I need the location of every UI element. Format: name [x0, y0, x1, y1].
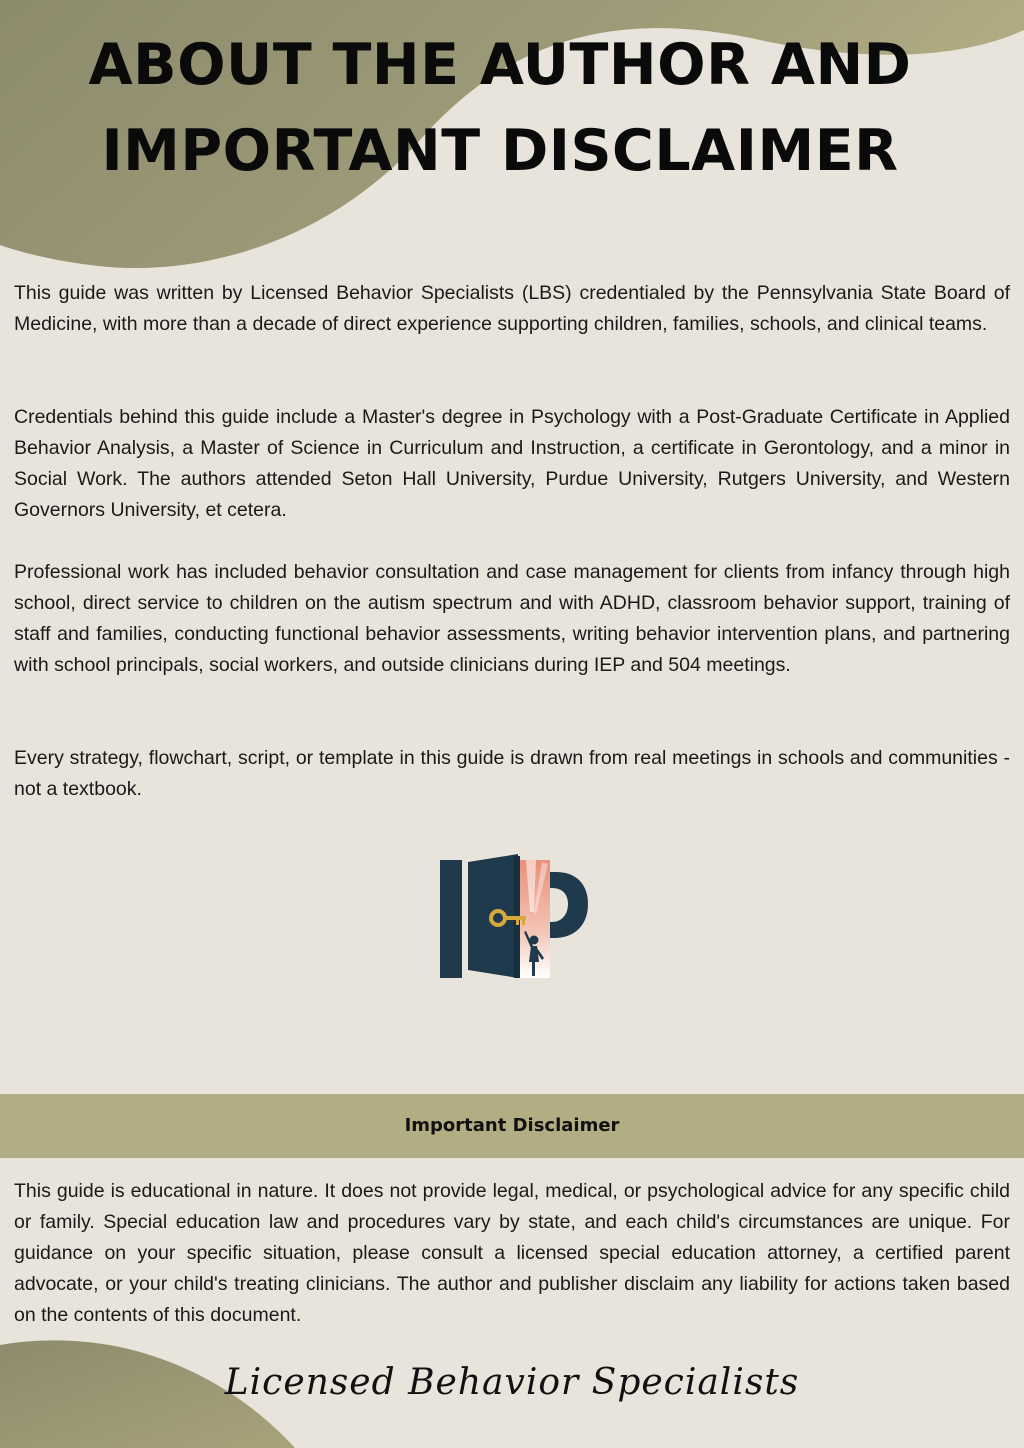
disclaimer-heading: Important Disclaimer: [404, 1115, 620, 1136]
about-paragraph-4: Every strategy, flowchart, script, or template in this guide is drawn from real meetings in schools and communities - not a textbook.: [14, 747, 1010, 800]
signature: Licensed Behavior Specialists: [224, 1362, 800, 1403]
title-line-1: ABOUT THE AUTHOR AND: [88, 32, 912, 98]
iep-door-key-logo-icon: [436, 852, 592, 980]
title-line-2: IMPORTANT DISCLAIMER: [101, 118, 899, 184]
about-paragraph-2: Credentials behind this guide include a Master's degree in Psychology with a Post-Graduate Certificate in Applied Behavior Analysis, a Master of Science in Curriculum and Instruction, a certificate in Gerontology, and a minor in Social Work. The authors attended Seton Hall University, Purdue University, Rutgers University, and Western Governors University, et cetera.: [14, 406, 1010, 521]
disclaimer-text: This guide is educational in nature. It does not provide legal, medical, or psychological advice for any specific child or family. Special education law and procedures vary by state, and each child's circumstances are unique. For guidance on your specific situation, please consult a licensed special education attorney, a certified parent advocate, or your child's treating clinicians. The author and publisher disclaim any liability for actions taken based on the contents of this document.: [14, 1180, 1010, 1326]
about-paragraph-1: This guide was written by Licensed Behavior Specialists (LBS) credentialed by the Pennsylvania State Board of Medicine, with more than a decade of direct experience supporting children, families, schools, and clinical teams.: [14, 282, 1010, 335]
about-paragraph-3: Professional work has included behavior consultation and case management for clients from infancy through high school, direct service to children on the autism spectrum and with ADHD, classroom behavior support, training of staff and families, conducting functional behavior assessments, writing behavior intervention plans, and partnering with school principals, social workers, and outside clinicians during IEP and 504 meetings.: [14, 561, 1010, 676]
disclaimer-header-bar: [0, 1094, 1024, 1158]
page-title: [0, 22, 1000, 194]
